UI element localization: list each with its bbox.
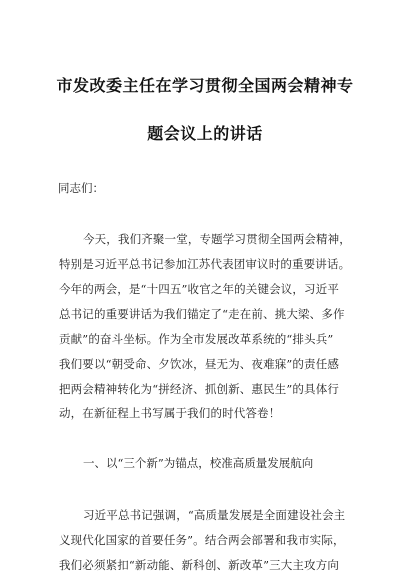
paragraph-2-line: 义现代化国家的首要任务”。结合两会部署和我市实际， [59,533,345,547]
paragraph-1-line: 把两会精神转化为“拼经济、抓创新、惠民生”的具体行 [59,382,340,396]
paragraph-1-line: 特别是习近平总书记参加江苏代表团审议时的重要讲话。 [59,257,351,271]
document-title-line-1: 市发改委主任在学习贯彻全国两会精神专 [56,76,354,95]
paragraph-2-line: 我们必须紧扣“新动能、新科创、新改革”三大主攻方向 [59,558,340,572]
paragraph-1-line: 总书记的重要讲话为我们锚定了“走在前、挑大梁、多作 [59,307,345,321]
document-title-line-2: 题会议上的讲话 [147,124,263,143]
paragraph-2-line: 习近平总书记强调，“高质量发展是全面建设社会主 [83,508,346,522]
paragraph-1-line: 今年的两会，是“十四五”收官之年的关键会议，习近平 [59,282,340,296]
paragraph-1-line: 今天，我们齐聚一堂，专题学习贯彻全国两会精神， [83,232,351,246]
paragraph-1-line: 我们要以“朝受命、夕饮冰，昼无为、夜难寐”的责任感 [59,357,340,371]
paragraph-1-line: 贡献”的奋斗坐标。作为全市发展改革系统的“排头兵” [59,332,334,346]
paragraph-1-line: 动，在新征程上书写属于我们的时代答卷！ [59,406,281,420]
salutation: 同志们： [58,181,104,195]
section-1-heading: 一、以“三个新”为锚点，校准高质量发展航向 [83,456,314,470]
